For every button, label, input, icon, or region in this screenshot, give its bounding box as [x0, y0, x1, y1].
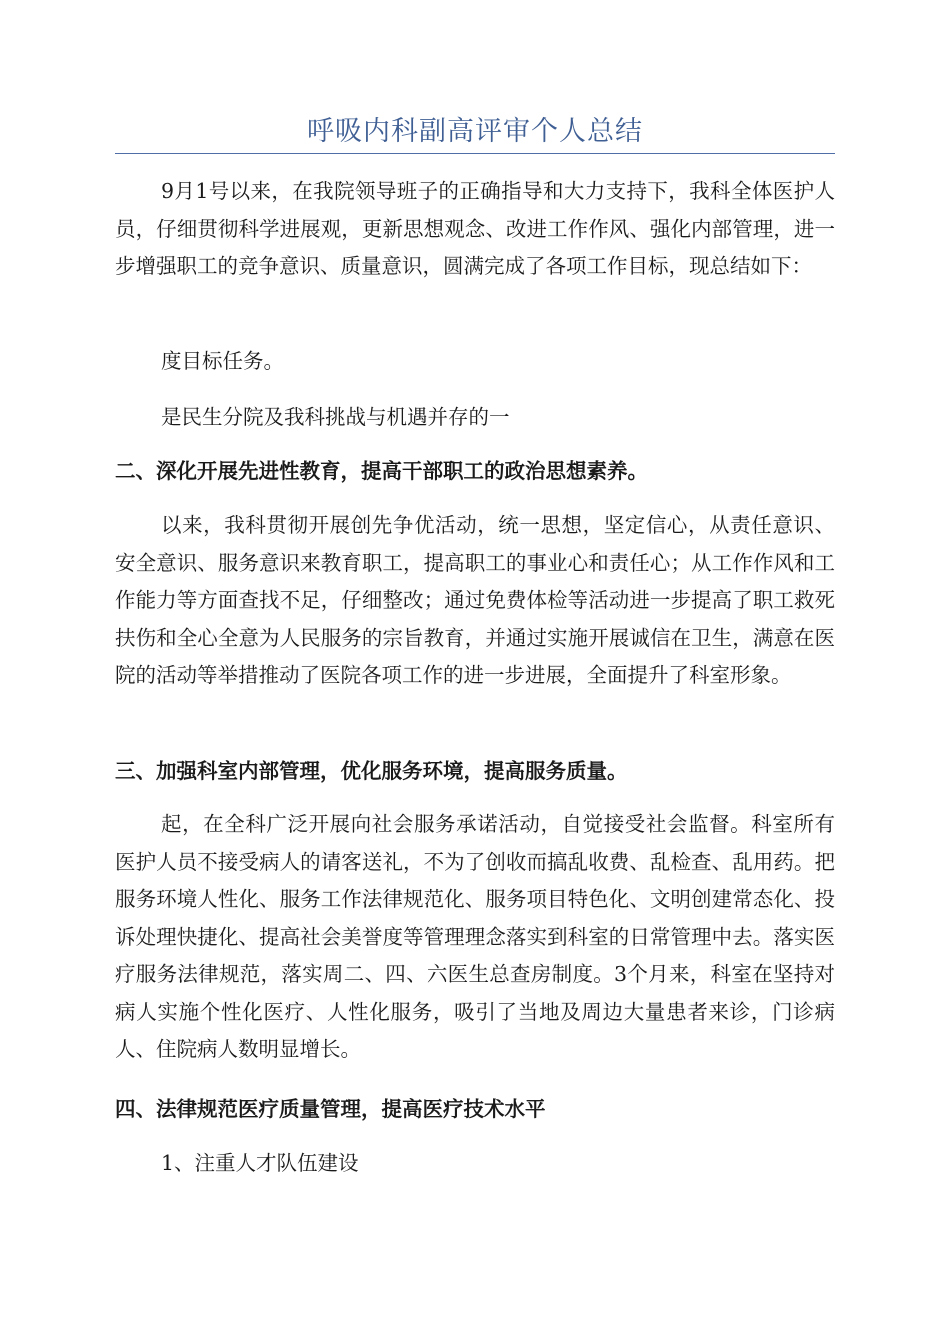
- section-heading-4: 四、法律规范医疗质量管理，提高医疗技术水平: [115, 1097, 546, 1121]
- paragraph-target: 度目标任务。: [161, 349, 284, 373]
- section-4-item-1: 1、注重人才队伍建设: [161, 1151, 359, 1175]
- paragraph-challenge: 是民生分院及我科挑战与机遇并存的一: [161, 405, 510, 429]
- section-heading-2: 二、深化开展先进性教育，提高干部职工的政治思想素养。: [115, 459, 648, 483]
- section-2-body: 以来，我科贯彻开展创先争优活动，统一思想，坚定信心，从责任意识、安全意识、服务意识来教育职工，提高职工的事业心和责任心；从工作作风和工作能力等方面查找不足，仔细整改；通过免费体检等活动进一步提高了职工救死扶伤和全心全意为人民服务的宗旨教育，并通过实施开展诚信在卫生，满意在医院的活动等举措推动了医院各项工作的进一步进展，全面提升了科室形象。: [115, 513, 835, 687]
- document-title: 呼吸内科副高评审个人总结: [307, 116, 643, 147]
- title-underline: [115, 153, 835, 154]
- intro-paragraph: 9月1号以来，在我院领导班子的正确指导和大力支持下，我科全体医护人员，仔细贯彻科学进展观，更新思想观念、改进工作作风、强化内部管理，进一步增强职工的竞争意识、质量意识，圆满完成了各项工作目标，现总结如下：: [115, 179, 835, 278]
- section-heading-3: 三、加强科室内部管理，优化服务环境，提高服务质量。: [115, 759, 628, 783]
- section-3-body: 起，在全科广泛开展向社会服务承诺活动，自觉接受社会监督。科室所有医护人员不接受病人的请客送礼，不为了创收而搞乱收费、乱检查、乱用药。把服务环境人性化、服务工作法律规范化、服务项目特色化、文明创建常态化、投诉处理快捷化、提高社会美誉度等管理理念落实到科室的日常管理中去。落实医疗服务法律规范，落实周二、四、六医生总查房制度。3个月来，科室在坚持对病人实施个性化医疗、人性化服务，吸引了当地及周边大量患者来诊，门诊病人、住院病人数明显增长。: [115, 812, 835, 1061]
